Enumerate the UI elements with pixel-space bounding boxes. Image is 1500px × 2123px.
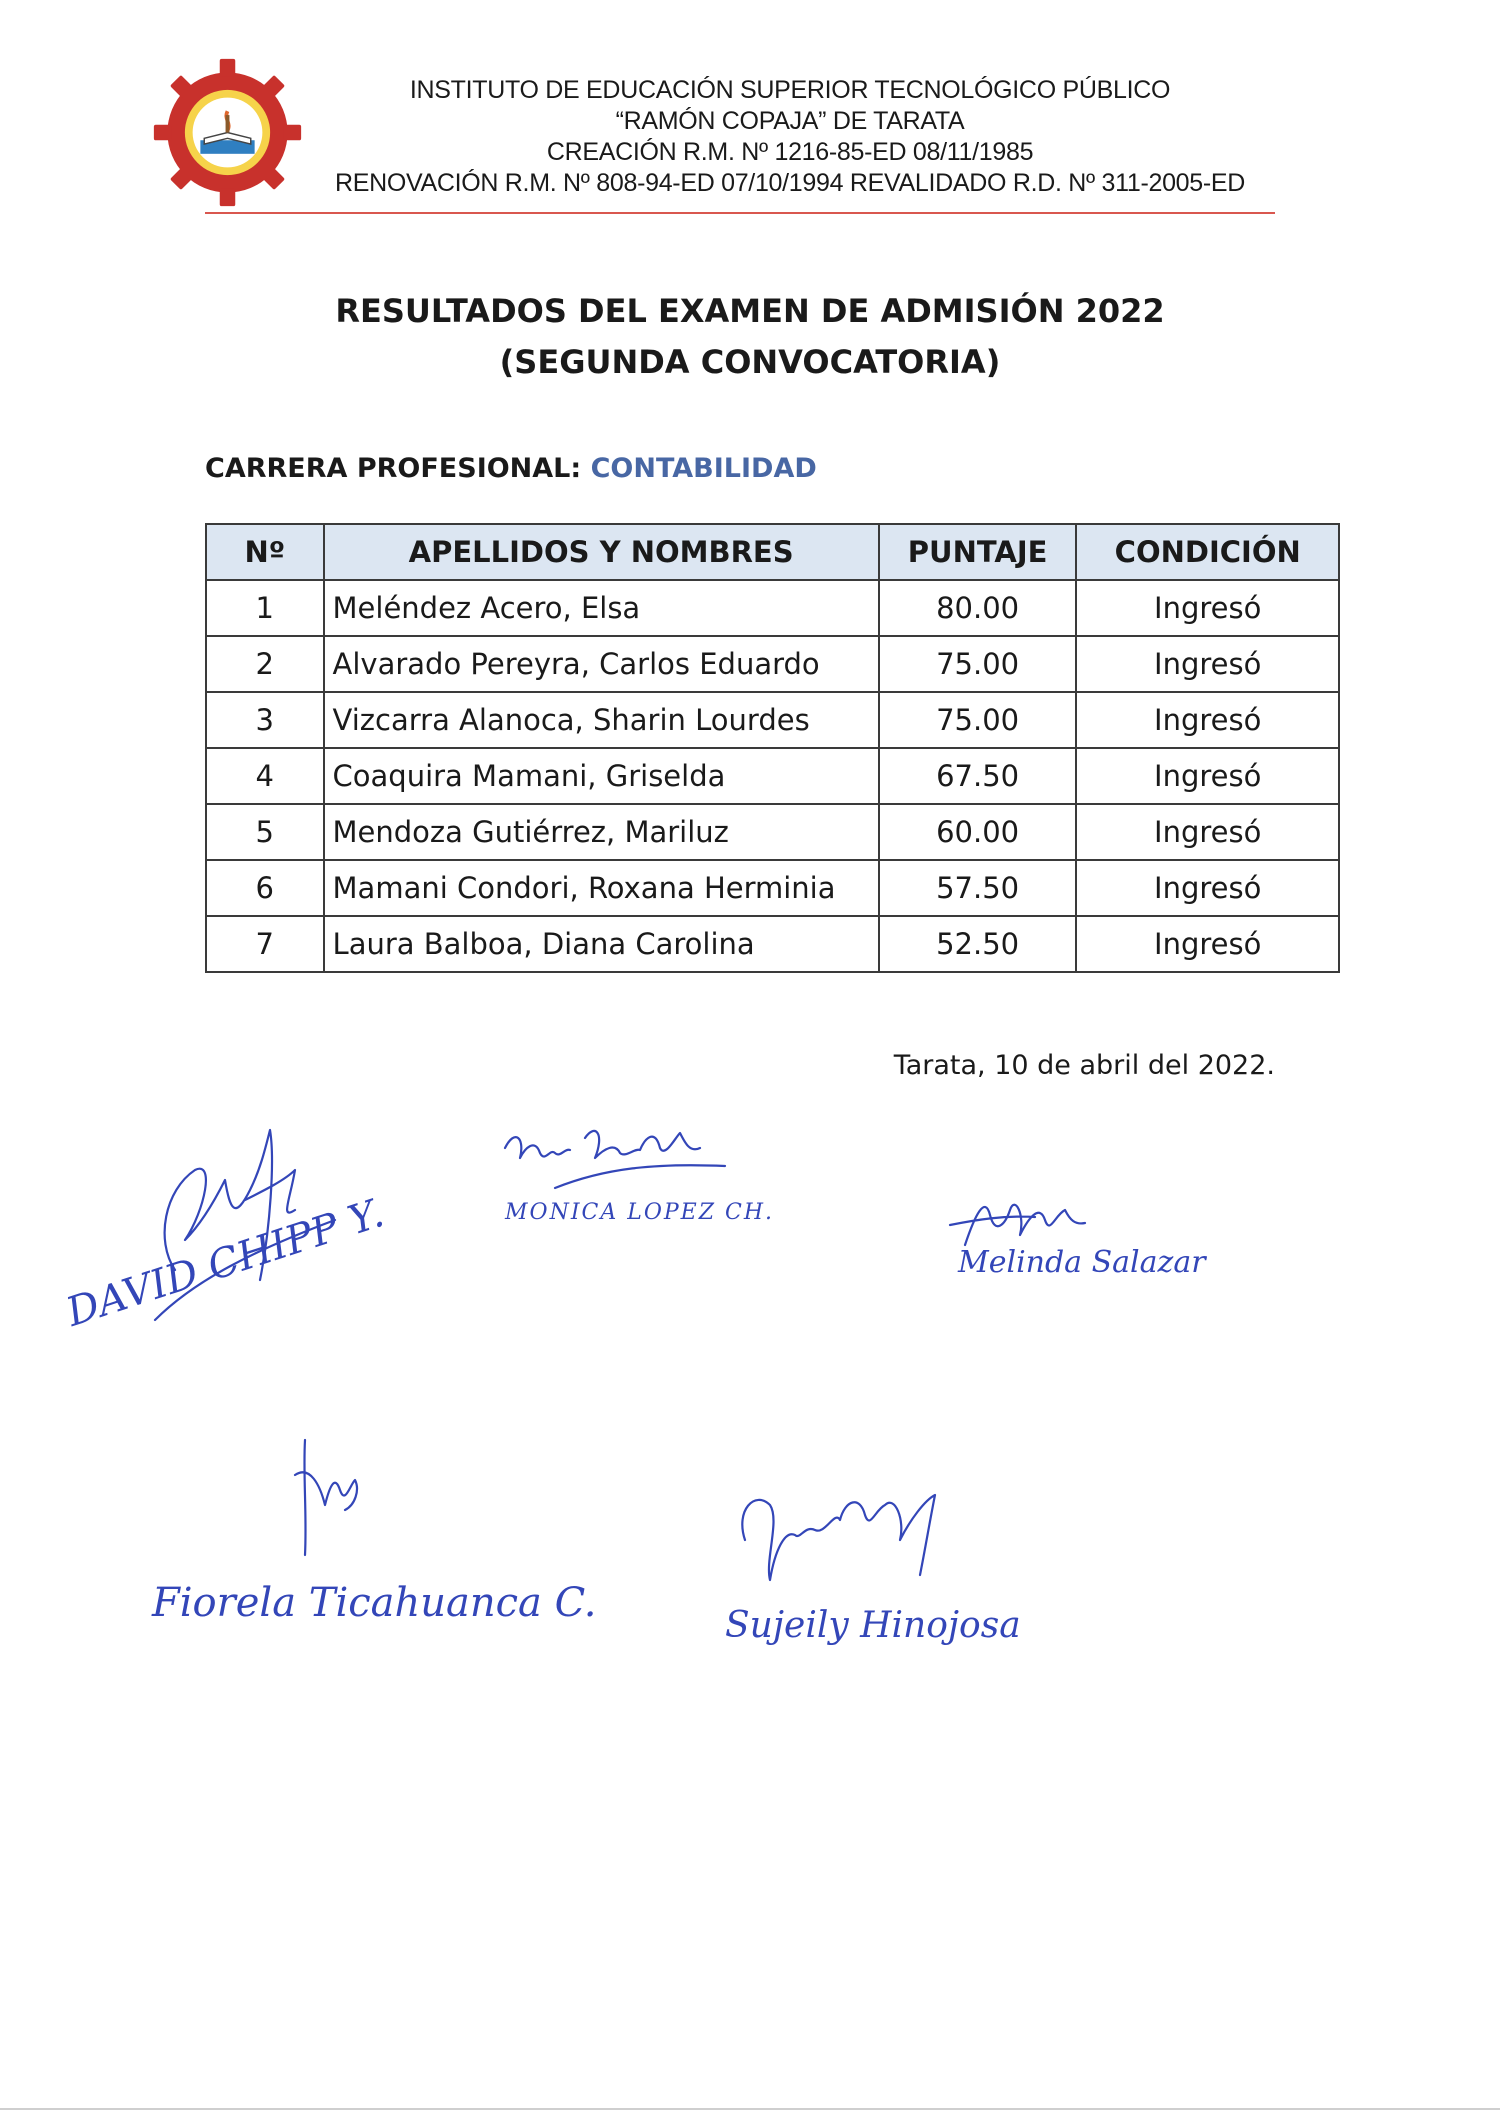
row-score: 52.50 (879, 916, 1077, 972)
signature-2-name: MONICA LOPEZ CH. (505, 1200, 775, 1225)
column-header-name: APELLIDOS Y NOMBRES (324, 524, 879, 580)
row-name: Mendoza Gutiérrez, Mariluz (324, 804, 879, 860)
results-table (205, 523, 1340, 973)
row-score: 80.00 (879, 580, 1077, 636)
signature-5 (725, 1480, 955, 1590)
row-number: 2 (206, 636, 324, 692)
signature-4 (285, 1435, 375, 1565)
row-score: 75.00 (879, 692, 1077, 748)
row-condition: Ingresó (1076, 804, 1339, 860)
row-condition: Ingresó (1076, 748, 1339, 804)
row-name: Meléndez Acero, Elsa (324, 580, 879, 636)
table-row (206, 580, 1339, 636)
column-header-number: Nº (206, 524, 324, 580)
page-bottom-edge (0, 2108, 1500, 2110)
row-condition: Ingresó (1076, 916, 1339, 972)
document-title: RESULTADOS DEL EXAMEN DE ADMISIÓN 2022 (335, 292, 1165, 330)
row-name: Laura Balboa, Diana Carolina (324, 916, 879, 972)
row-condition: Ingresó (1076, 580, 1339, 636)
career-name: CONTABILIDAD (590, 453, 817, 484)
header-divider (205, 212, 1275, 214)
row-name: Mamani Condori, Roxana Herminia (324, 860, 879, 916)
row-number: 5 (206, 804, 324, 860)
signature-5-name: Sujeily Hinojosa (725, 1605, 1021, 1646)
row-score: 75.00 (879, 636, 1077, 692)
institution-name: INSTITUTO DE EDUCACIÓN SUPERIOR TECNOLÓGICO PÚBLICO (409, 76, 1171, 104)
row-number: 3 (206, 692, 324, 748)
row-number: 1 (206, 580, 324, 636)
row-number: 7 (206, 916, 324, 972)
table-row (206, 748, 1339, 804)
signature-2 (495, 1118, 735, 1208)
row-name: Vizcarra Alanoca, Sharin Lourdes (324, 692, 879, 748)
row-name: Coaquira Mamani, Griselda (324, 748, 879, 804)
row-condition: Ingresó (1076, 860, 1339, 916)
row-condition: Ingresó (1076, 636, 1339, 692)
column-header-condition: CONDICIÓN (1076, 524, 1339, 580)
place-date: Tarata, 10 de abril del 2022. (893, 1050, 1275, 1081)
table-header-row (206, 524, 1339, 580)
table-row (206, 804, 1339, 860)
row-score: 60.00 (879, 804, 1077, 860)
institution-seal-logo (150, 55, 305, 210)
row-number: 4 (206, 748, 324, 804)
signature-3-name: Melinda Salazar (958, 1245, 1206, 1280)
signature-1-name: DAVID CHIPP Y. (60, 1190, 390, 1336)
career-label: CARRERA PROFESIONAL: (205, 453, 582, 484)
creation-resolution: CREACIÓN R.M. Nº 1216-85-ED 08/11/1985 (546, 138, 1034, 166)
table-row (206, 860, 1339, 916)
career-line (205, 453, 817, 484)
row-name: Alvarado Pereyra, Carlos Eduardo (324, 636, 879, 692)
document-subtitle: (SEGUNDA CONVOCATORIA) (499, 343, 1001, 381)
institution-header (290, 75, 1290, 199)
signature-4-name: Fiorela Ticahuanca C. (152, 1580, 597, 1626)
table-row (206, 916, 1339, 972)
column-header-score: PUNTAJE (879, 524, 1077, 580)
renewal-resolution: RENOVACIÓN R.M. Nº 808-94-ED 07/10/1994 REVALIDADO R.D. Nº 311-2005-ED (334, 169, 1246, 197)
row-score: 57.50 (879, 860, 1077, 916)
row-number: 6 (206, 860, 324, 916)
table-row (206, 636, 1339, 692)
table-row (206, 692, 1339, 748)
row-score: 67.50 (879, 748, 1077, 804)
row-condition: Ingresó (1076, 692, 1339, 748)
gear-icon (154, 59, 301, 206)
institution-subname: “RAMÓN COPAJA” DE TARATA (615, 107, 965, 135)
